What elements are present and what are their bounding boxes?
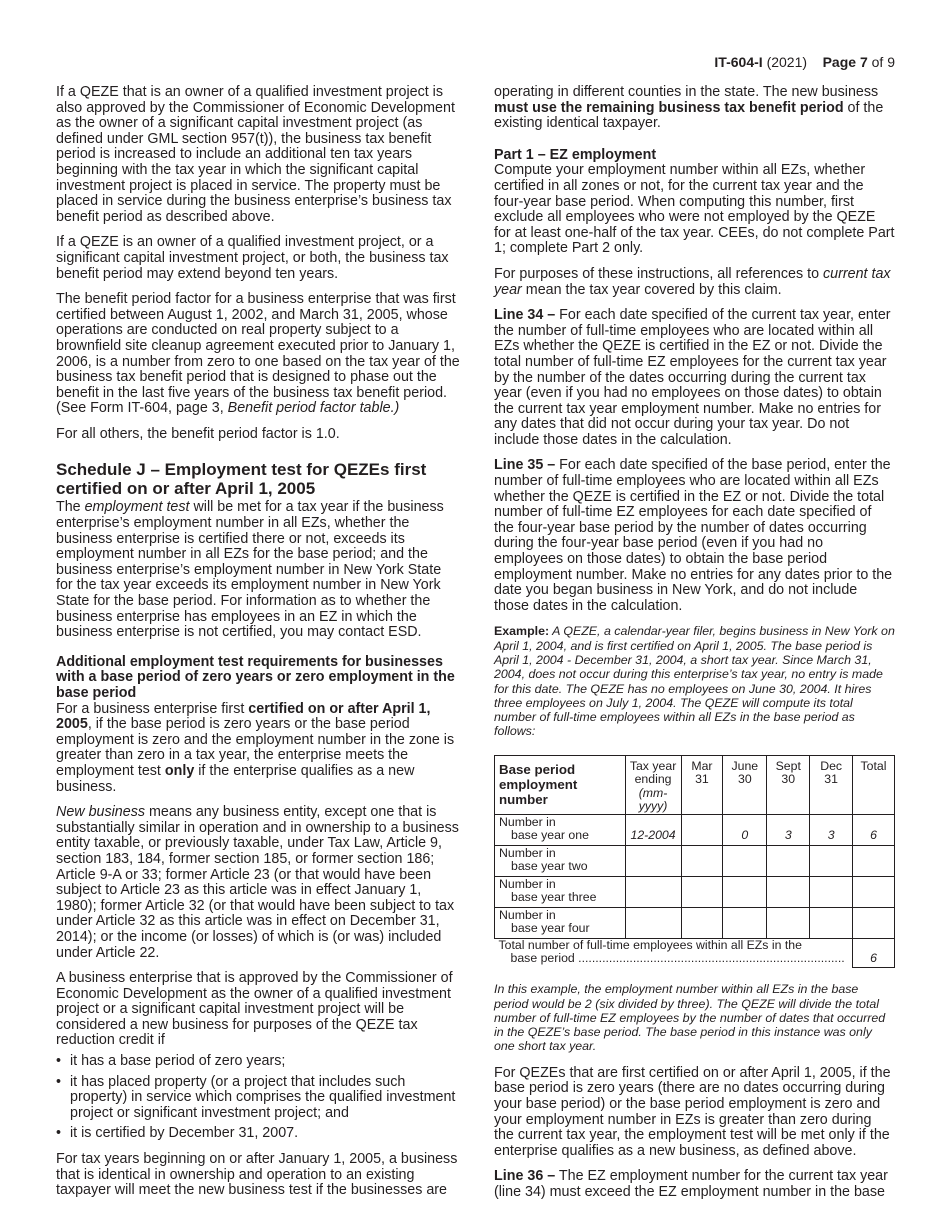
row-label <box>495 814 626 845</box>
paragraph-text: mean the tax year covered by this claim. <box>521 281 782 298</box>
paragraph-text: For each date specified of the current tax year, enter the number of full-time employees who are located within all EZs whether the QEZE is certified in the EZ or not. Divide the total number of full-time EZ employees for the current tax year by the number of the dates occurring during the current tax year (even if you had no employees on those dates) to obtain the current tax year employment number. Make no entries for any dates that did not occur during your tax year. Do not include those dates in the calculation. <box>494 307 891 448</box>
line-label: Line 35 – <box>494 457 556 474</box>
table-cell <box>723 845 767 876</box>
column-header <box>625 755 681 814</box>
paragraph-bold: must use the remaining business tax benefit period <box>494 99 844 116</box>
table-cell: 3 <box>810 814 853 845</box>
bullet-list <box>56 1054 461 1142</box>
table-cell: 12-2004 <box>625 814 681 845</box>
list-item: • it has a base period of zero years; <box>56 1054 461 1070</box>
paragraph-text: The EZ employment number for the current tax year (line 34) must exceed the EZ employment number in the base <box>494 1168 888 1200</box>
row-label <box>495 845 626 876</box>
table-cell: 6 <box>853 814 895 845</box>
subsection-heading: Additional employment test requirements for businesses with a base period of zero years or zero employment in the base period <box>56 653 455 701</box>
row-label-text: base year two <box>511 859 588 874</box>
table-cell <box>681 845 723 876</box>
total-label-text: Total number of full-time employees within all EZs in the <box>498 937 802 952</box>
page-number: 7 <box>859 54 868 70</box>
paragraph-bold: only <box>164 762 195 779</box>
form-id: IT-604-I <box>714 54 763 70</box>
paragraph-text: For each date specified of the base period, enter the number of full-time employees who are located within all EZs whether the QEZE is certified in the EZ or not. Divide the total number of full-time EZ employees for each date specified of the four-year base period by the number of dates occurring during the four-year base period (even if you had no employees on those dates) to obtain the base period employment number. Make no entries for any dates prior to the date you began business in New York, and do not include those dates in the calculation. <box>494 457 893 614</box>
paragraph: If a QEZE is an owner of a qualified investment project, or a significant capital investment project, or both, the business tax benefit period may extend beyond ten years. <box>56 234 449 282</box>
row-label-text: Number in <box>499 876 556 891</box>
paragraph-text: will be met for a tax year if the business enterprise’s employment number in all EZs, whether the business enterprise is certified there or not, exceeds its employment number in all EZs for the base period; and the business enterprise’s employment number in New York State for the tax year exceeds its employment number in New York State for the base period. For information as to whether the business enterprise has employees in an EZ in which the business enterprise is not certified, you may contact ESD. <box>56 499 444 641</box>
list-item: • it has placed property (or a project that includes such property) in service which comprises the qualified investment project or significant investment project; and <box>56 1075 461 1122</box>
line-34-instructions <box>494 308 895 448</box>
row-label <box>495 876 626 907</box>
table-cell <box>681 907 723 938</box>
table-row <box>495 814 895 845</box>
page-of: of 9 <box>871 54 895 70</box>
column-header: Mar 31 <box>681 755 723 814</box>
paragraph: For all others, the benefit period factor is 1.0. <box>56 425 340 442</box>
employment-table <box>494 755 895 969</box>
line-label: Line 36 – <box>494 1168 556 1185</box>
schedule-j-heading: Schedule J – Employment test for QEZEs first certified on or after April 1, 2005 <box>56 460 427 499</box>
paragraph <box>56 805 461 961</box>
paragraph <box>56 292 461 417</box>
paragraph <box>494 267 895 298</box>
paragraph-bold: certified on or after April 1, 2005 <box>56 700 431 733</box>
paragraph-text: , if the base period is zero years or the base period employment is zero and the employment number in the zone is greater than zero in a tax year, the enterprise meets the employment test <box>56 716 455 779</box>
paragraph <box>56 500 461 640</box>
table-row <box>495 876 895 907</box>
table-cell <box>767 907 810 938</box>
page-label: Page <box>822 54 857 70</box>
form-year: (2021) <box>766 54 808 70</box>
paragraph: A business enterprise that is approved by the Commissioner of Economic Development as the owner of a qualified investment project or a significant capital investment project will be considered a new business for purposes of the QEZE tax reduction credit if <box>56 970 453 1049</box>
table-cell <box>853 907 895 938</box>
total-label-text: base period .............................................................................. <box>510 951 845 966</box>
paragraph-text: The benefit period factor for a business enterprise that was first certified between August 1, 2002, and March 31, 2005, whose operations are conducted on real property subject to a brownfield site cleanup agreement executed prior to January 1, 2006, is a number from zero to one based on the tax year of the business tax benefit period that is designed to phase out the benefit in the last five years of the business tax benefit period. (See Form IT-604, page 3, <box>56 291 460 417</box>
paragraph: Compute your employment number within all EZs, whether certified in all zones or not, for the current tax year and the four-year base period. When computing this number, first exclude all employees who were not employed by the QEZE for at least one-half of the tax year. CEEs, do not complete Part 1; complete Part 2 only. <box>494 162 895 257</box>
table-cell <box>767 845 810 876</box>
row-label <box>495 907 626 938</box>
page-header <box>714 54 895 70</box>
paragraph-text: For purposes of these instructions, all references to <box>494 265 823 282</box>
table-cell: 0 <box>723 814 767 845</box>
part1-heading: Part 1 – EZ employment <box>494 146 657 163</box>
paragraph-text: if the enterprise qualifies as a new business. <box>56 762 415 795</box>
paragraph-italic: Benefit period factor table.) <box>227 400 400 417</box>
column-header-text: Tax year ending <box>629 758 677 787</box>
list-item: • it is certified by December 31, 2007. <box>56 1126 461 1142</box>
paragraph <box>56 702 461 796</box>
column-header-format: (mm-yyyy) <box>638 785 668 814</box>
line-label: Line 34 – <box>494 307 556 324</box>
total-value: 6 <box>853 938 895 968</box>
paragraph-text: For a business enterprise first <box>56 700 249 717</box>
table-cell <box>681 876 723 907</box>
column-header: Dec 31 <box>810 755 853 814</box>
paragraph-italic: employment test <box>84 499 190 516</box>
table-cell <box>810 907 853 938</box>
table-cell <box>810 876 853 907</box>
column-header: Sept 30 <box>767 755 810 814</box>
row-label-text: base year three <box>511 890 597 905</box>
column-header: Base period employment number <box>495 755 626 814</box>
right-column <box>494 85 895 1211</box>
paragraph: For tax years beginning on or after January 1, 2005, a business that is identical in ownership and operation to an existing taxpayer will meet the new business test if the businesses are <box>56 1151 458 1199</box>
table-cell <box>723 876 767 907</box>
table-row <box>495 907 895 938</box>
paragraph-text: of the existing identical taxpayer. <box>494 99 884 132</box>
row-label-text: base year four <box>511 921 590 936</box>
table-cell <box>853 845 895 876</box>
paragraph-italic: current tax year <box>494 265 891 298</box>
table-cell <box>625 876 681 907</box>
example-text: A QEZE, a calendar-year filer, begins business in New York on April 1, 2004, and is first certified on April 1, 2005. The base period is April 1, 2004 - December 31, 2004, a short tax year. Since March 31, 2004, does not occur during this enterprise’s tax year, no entry is made for this date. The QEZE has no employees on June 30, 2004. It hires three employees on July 1, 2004. The QEZE will compute its total number of full-time employees within all EZs in the base period as follows: <box>494 624 895 739</box>
row-label-text: Number in <box>499 845 556 860</box>
line-36-instructions <box>494 1169 895 1200</box>
table-cell <box>625 845 681 876</box>
table-cell <box>625 907 681 938</box>
total-label <box>495 938 853 968</box>
line-35-instructions <box>494 458 895 614</box>
table-header-row <box>495 755 895 814</box>
table-cell <box>767 876 810 907</box>
paragraph: If a QEZE that is an owner of a qualified investment project is also approved by the Commissioner of Economic Development as the owner of a significant capital investment project (as defined under GML section 957(t)), the business tax benefit period is increased to include an additional ten tax years beginning with the tax year in which the significant capital investment project is placed in service. The property must be placed in service during the business enterprise’s business tax benefit period as described above. <box>56 84 455 225</box>
table-row <box>495 845 895 876</box>
paragraph-text: The <box>56 499 85 516</box>
table-cell <box>810 845 853 876</box>
paragraph: For QEZEs that are first certified on or after April 1, 2005, if the base period is zero years (there are no dates occurring during your base period) or the base period employment is zero and your employment number in EZs is greater than zero during the current tax year, the employment test will be met only if the enterprise qualifies as a new business, as defined above. <box>494 1064 891 1159</box>
table-cell <box>853 876 895 907</box>
table-total-row <box>495 938 895 968</box>
paragraph-text: operating in different counties in the state. The new business <box>494 84 879 100</box>
example-paragraph <box>494 624 895 738</box>
table-cell <box>681 814 723 845</box>
paragraph-text: means any business entity, except one that is substantially similar in operation and in ownership to a business entity taxable, or previously taxable, under Tax Law, Article 9, section 183, 184, former section 185, or former section 186; Article 9-A or 33; former Article 23 (or that would have been subject to Article 23 as this article was in effect January 1, 1980); former Article 32 (or that would have been subject to tax under Article 32 as this article was in effect on December 31, 2014); or the income (or losses) of which is (or was) included under Article 22. <box>56 804 459 961</box>
table-cell <box>723 907 767 938</box>
row-label-text: Number in <box>499 814 556 829</box>
left-column <box>56 85 461 1209</box>
row-label-text: base year one <box>511 828 589 843</box>
paragraph-italic: New business <box>56 804 145 821</box>
column-header: Total <box>853 755 895 814</box>
column-header: June 30 <box>723 755 767 814</box>
example-note: In this example, the employment number within all EZs in the base period would be 2 (six divided by three). The QEZE will divide the total number of full-time EZ employees by the number of dates that occurred in the QEZE’s base period. The base period in this instance was only one short tax year. <box>494 982 886 1054</box>
table-cell: 3 <box>767 814 810 845</box>
example-label: Example: <box>494 624 550 639</box>
row-label-text: Number in <box>499 907 556 922</box>
paragraph <box>494 85 895 132</box>
